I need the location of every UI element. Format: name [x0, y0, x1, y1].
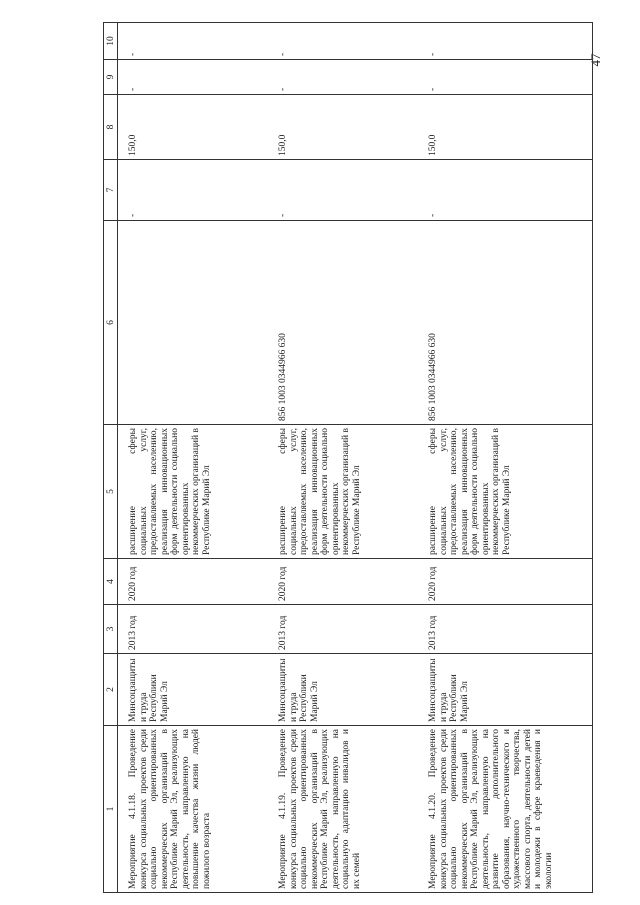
result-cell: расширение сферы социальных услуг, предоставляемых населению, реализация инновационных форм деятельности социально ориентированных некоммерческих организаций в Республике Марий Эл [126, 425, 276, 559]
executor-cell: Минсоцзащиты и труда Республики Марий Эл [426, 654, 593, 726]
value-cell-9: - [426, 60, 593, 95]
spacer-row [118, 23, 127, 893]
end-year-cell: 2020 год [126, 559, 276, 605]
value-cell-7: - [426, 160, 593, 221]
activity-cell: Мероприятие 4.1.20. Проведение конкурса социальных проектов среди социально ориентированных некоммерческих организаций в Республике Марий Эл, реализующих деятельность, направленную на развитие дополнительного образования, научно-технического и художественного творчества, массового спорта, деятельности детей и молодежи в сфере краеведения и экологии [426, 726, 593, 893]
start-year-cell: 2013 год [276, 605, 426, 654]
column-number-row [104, 23, 118, 893]
col-header-1: 1 [104, 726, 118, 893]
value-cell-7: - [126, 160, 276, 221]
start-year-cell: 2013 год [426, 605, 593, 654]
value-cell-10: - [126, 23, 276, 60]
value-cell-8: 150,0 [276, 95, 426, 160]
col-header-7: 7 [104, 160, 118, 221]
value-cell-10: - [276, 23, 426, 60]
result-cell: расширение сферы социальных услуг, предоставляемых населению, реализация инновационных форм деятельности социально ориентированных некоммерческих организаций в Республике Марий Эл [276, 425, 426, 559]
col-header-9: 9 [104, 60, 118, 95]
activity-cell: Мероприятие 4.1.19. Проведение конкурса социальных проектов среди социально ориентированных некоммерческих организаций в Республике Марий Эл, реализующих деятельность, направленную на социальную адаптацию инвалидов и их семей [276, 726, 426, 893]
result-cell: расширение сферы социальных услуг, предоставляемых населению, реализация инновационных форм деятельности социально ориентированных некоммерческих организаций в Республике Марий Эл [426, 425, 593, 559]
table-row [126, 23, 276, 893]
start-year-cell: 2013 год [126, 605, 276, 654]
value-cell-10: - [426, 23, 593, 60]
table-row [426, 23, 593, 893]
col-header-5: 5 [104, 425, 118, 559]
rotated-table-container [103, 23, 640, 893]
budget-code-cell: 856 1003 0344966 630 [276, 221, 426, 425]
col-header-3: 3 [104, 605, 118, 654]
budget-code-cell [126, 221, 276, 425]
executor-cell: Минсоцзащиты и труда Республики Марий Эл [276, 654, 426, 726]
value-cell-8: 150,0 [426, 95, 593, 160]
value-cell-7: - [276, 160, 426, 221]
value-cell-9: - [276, 60, 426, 95]
col-header-10: 10 [104, 23, 118, 60]
table-row [276, 23, 426, 893]
executor-cell: Минсоцзащиты и труда Республики Марий Эл [126, 654, 276, 726]
budget-code-cell: 856 1003 0344966 630 [426, 221, 593, 425]
funding-table [103, 22, 593, 893]
value-cell-9: - [126, 60, 276, 95]
activity-cell: Мероприятие 4.1.18. Проведение конкурса социальных проектов среди социально ориентированных некоммерческих организаций в Республике Марий Эл, реализующих деятельность, направленную на повышение качества жизни людей пожилого возраста [126, 726, 276, 893]
page-number: 47 [588, 53, 603, 67]
end-year-cell: 2020 год [426, 559, 593, 605]
col-header-6: 6 [104, 221, 118, 425]
col-header-8: 8 [104, 95, 118, 160]
col-header-4: 4 [104, 559, 118, 605]
end-year-cell: 2020 год [276, 559, 426, 605]
value-cell-8: 150,0 [126, 95, 276, 160]
col-header-2: 2 [104, 654, 118, 726]
